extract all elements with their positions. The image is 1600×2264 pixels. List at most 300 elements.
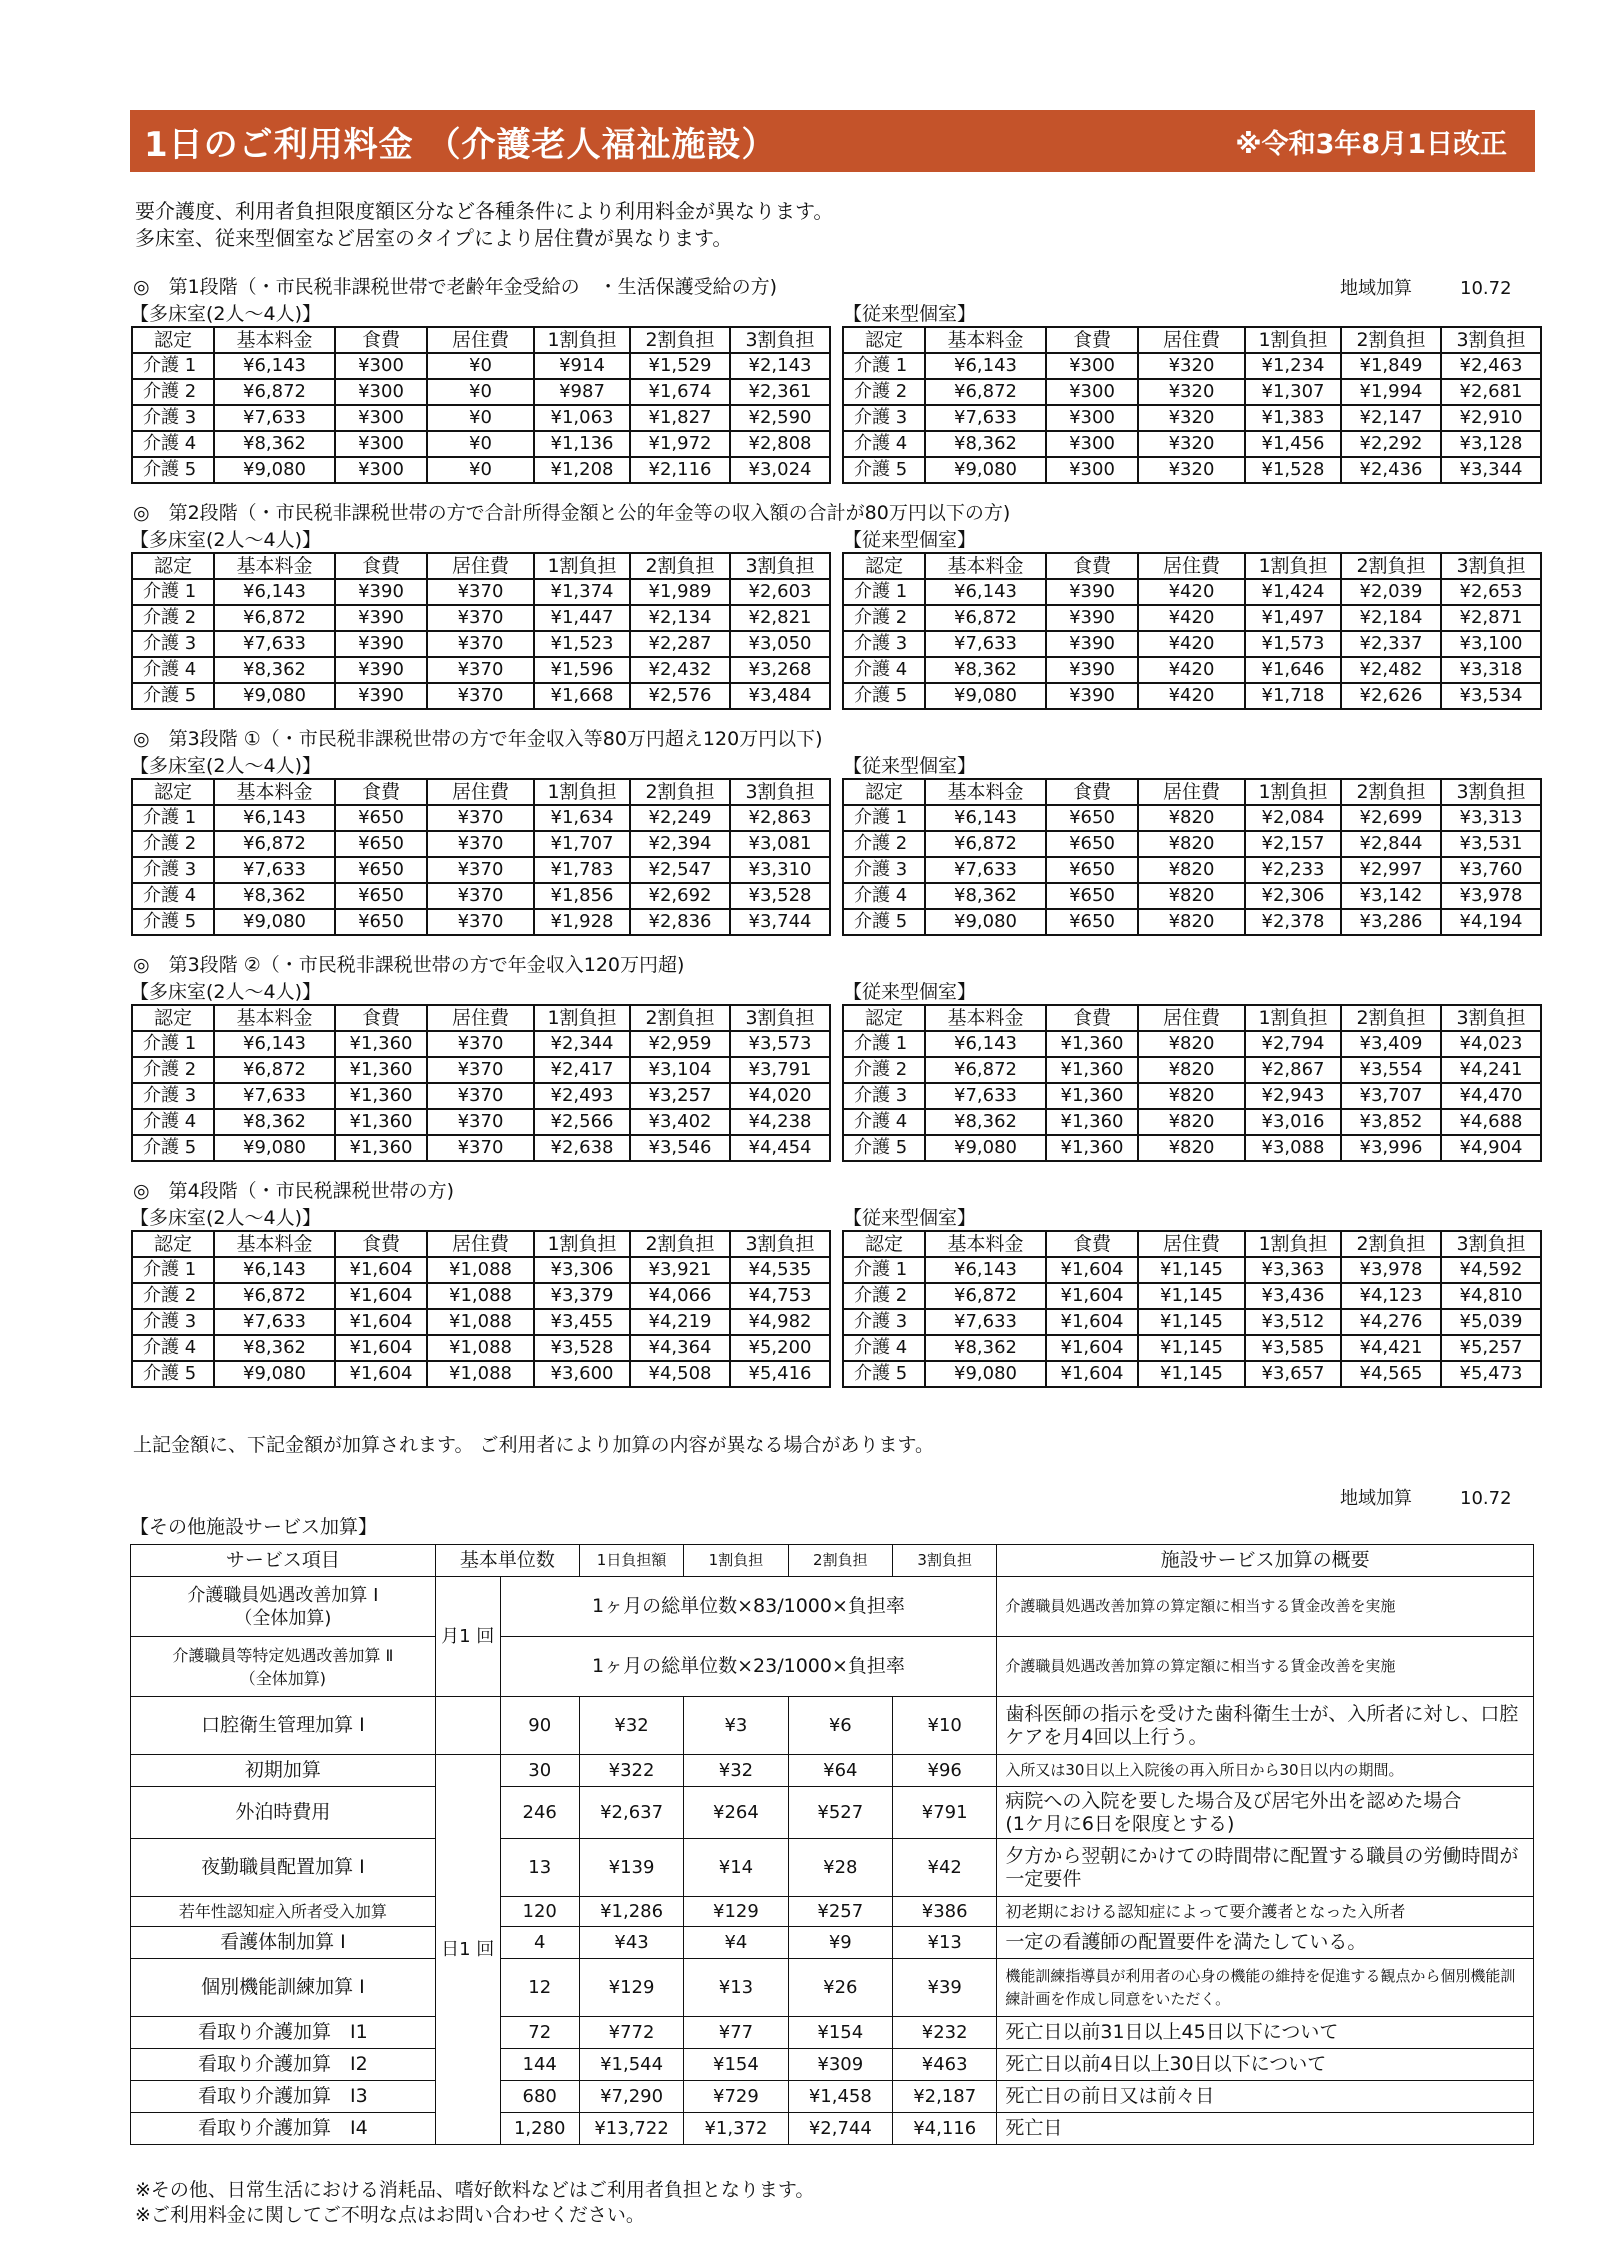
fee-cell: ¥1,360 <box>1046 1083 1138 1109</box>
fee-cell: ¥2,794 <box>1245 1031 1341 1057</box>
fee-cell: ¥9,080 <box>925 683 1046 709</box>
fee-cell: ¥3,531 <box>1441 831 1541 857</box>
fee-cell: ¥2,482 <box>1341 657 1441 683</box>
fee-cell: ¥1,497 <box>1245 605 1341 631</box>
care-level-cell: 介護 1 <box>843 1257 925 1283</box>
rate-header-cell: 3割負担 <box>730 327 830 353</box>
charge-r3: ¥791 <box>893 1787 997 1839</box>
fee-cell: ¥2,547 <box>630 857 730 883</box>
fee-cell: ¥4,219 <box>630 1309 730 1335</box>
rate-header-cell: 1割負担 <box>1245 1005 1341 1031</box>
table-row <box>132 1083 830 1109</box>
rate-header-cell: 基本料金 <box>214 779 335 805</box>
care-level-cell: 介護 2 <box>132 605 214 631</box>
fee-cell: ¥4,470 <box>1441 1083 1541 1109</box>
fee-cell: ¥8,362 <box>214 431 335 457</box>
care-level-cell: 介護 5 <box>132 1135 214 1161</box>
fee-cell: ¥8,362 <box>925 883 1046 909</box>
table-row <box>843 1309 1541 1335</box>
fee-cell: ¥650 <box>335 883 427 909</box>
fee-cell: ¥9,080 <box>925 457 1046 483</box>
fee-cell: ¥390 <box>1046 631 1138 657</box>
fee-cell: ¥2,692 <box>630 883 730 909</box>
charge-day: ¥772 <box>579 2017 683 2049</box>
rate-header-cell: 1割負担 <box>1245 779 1341 805</box>
service-row <box>131 2049 1534 2081</box>
header-overview: 施設サービス加算の概要 <box>997 1545 1534 1577</box>
rate-header-row <box>843 1231 1541 1257</box>
fee-cell: ¥2,143 <box>730 353 830 379</box>
care-level-cell: 介護 3 <box>843 1083 925 1109</box>
rate-header-cell: 2割負担 <box>630 553 730 579</box>
fee-cell: ¥1,383 <box>1245 405 1341 431</box>
fee-cell: ¥370 <box>427 1109 534 1135</box>
fee-cell: ¥1,573 <box>1245 631 1341 657</box>
fee-cell: ¥1,529 <box>630 353 730 379</box>
area-rate-value: 10.72 <box>1460 278 1512 299</box>
fee-cell: ¥2,233 <box>1245 857 1341 883</box>
header-service-item: サービス項目 <box>131 1545 436 1577</box>
rate-header-cell: 居住費 <box>1138 1005 1245 1031</box>
fee-cell: ¥3,573 <box>730 1031 830 1057</box>
fee-cell: ¥3,318 <box>1441 657 1541 683</box>
service-overview: 入所又は30日以上入院後の再入所日から30日以内の期間。 <box>997 1755 1534 1787</box>
rate-table-multi <box>131 1004 831 1162</box>
fee-cell: ¥1,596 <box>534 657 630 683</box>
care-level-cell: 介護 4 <box>843 657 925 683</box>
fee-cell: ¥1,088 <box>427 1335 534 1361</box>
rate-header-cell: 2割負担 <box>630 1005 730 1031</box>
fee-cell: ¥3,996 <box>1341 1135 1441 1161</box>
rate-header-cell: 食費 <box>335 1231 427 1257</box>
fee-cell: ¥1,234 <box>1245 353 1341 379</box>
charge-units: 246 <box>500 1787 579 1839</box>
frequency-daily-blank <box>435 1697 500 1755</box>
fee-cell: ¥6,872 <box>925 1283 1046 1309</box>
care-level-cell: 介護 2 <box>843 379 925 405</box>
fee-cell: ¥5,416 <box>730 1361 830 1387</box>
fee-cell: ¥3,344 <box>1441 457 1541 483</box>
rate-header-cell: 食費 <box>1046 327 1138 353</box>
fee-cell: ¥2,306 <box>1245 883 1341 909</box>
table-row <box>132 657 830 683</box>
fee-cell: ¥370 <box>427 1031 534 1057</box>
fee-cell: ¥650 <box>1046 831 1138 857</box>
fee-cell: ¥3,707 <box>1341 1083 1441 1109</box>
fee-cell: ¥370 <box>427 857 534 883</box>
fee-cell: ¥2,493 <box>534 1083 630 1109</box>
rate-table-private <box>842 1004 1542 1162</box>
charge-day: ¥13,722 <box>579 2113 683 2145</box>
charge-r2: ¥28 <box>788 1839 892 1897</box>
care-level-cell: 介護 2 <box>843 1283 925 1309</box>
fee-cell: ¥300 <box>335 353 427 379</box>
fee-cell: ¥4,592 <box>1441 1257 1541 1283</box>
care-level-cell: 介護 3 <box>843 631 925 657</box>
fee-cell: ¥3,852 <box>1341 1109 1441 1135</box>
fee-cell: ¥6,143 <box>925 1031 1046 1057</box>
fee-cell: ¥820 <box>1138 883 1245 909</box>
table-row <box>132 1057 830 1083</box>
fee-cell: ¥4,565 <box>1341 1361 1441 1387</box>
fee-cell: ¥6,143 <box>214 805 335 831</box>
rate-header-cell: 基本料金 <box>214 1005 335 1031</box>
service-row <box>131 1959 1534 2017</box>
fee-cell: ¥6,872 <box>214 1283 335 1309</box>
charge-r2: ¥64 <box>788 1755 892 1787</box>
fee-cell: ¥300 <box>1046 353 1138 379</box>
charge-r3: ¥10 <box>893 1697 997 1755</box>
table-row <box>132 1335 830 1361</box>
fee-cell: ¥650 <box>335 909 427 935</box>
fee-cell: ¥4,688 <box>1441 1109 1541 1135</box>
fee-cell: ¥1,088 <box>427 1257 534 1283</box>
charge-day: ¥43 <box>579 1927 683 1959</box>
fee-cell: ¥320 <box>1138 353 1245 379</box>
fee-cell: ¥390 <box>335 657 427 683</box>
fee-cell: ¥6,872 <box>214 1057 335 1083</box>
care-level-cell: 介護 3 <box>843 1309 925 1335</box>
fee-cell: ¥390 <box>335 579 427 605</box>
fee-cell: ¥320 <box>1138 405 1245 431</box>
fee-cell: ¥1,994 <box>1341 379 1441 405</box>
fee-cell: ¥1,668 <box>534 683 630 709</box>
charge-r3: ¥39 <box>893 1959 997 2017</box>
charge-day: ¥1,544 <box>579 2049 683 2081</box>
fee-cell: ¥3,313 <box>1441 805 1541 831</box>
room-type-private: 【従来型個室】 <box>843 1207 977 1229</box>
fee-cell: ¥1,307 <box>1245 379 1341 405</box>
fee-cell: ¥1,849 <box>1341 353 1441 379</box>
footnotes <box>135 2178 814 2228</box>
fee-cell: ¥3,512 <box>1245 1309 1341 1335</box>
care-level-cell: 介護 1 <box>132 1257 214 1283</box>
fee-cell: ¥650 <box>1046 909 1138 935</box>
fee-cell: ¥3,100 <box>1441 631 1541 657</box>
care-level-cell: 介護 5 <box>132 909 214 935</box>
care-level-cell: 介護 2 <box>843 831 925 857</box>
table-row <box>132 457 830 483</box>
charge-r2: ¥257 <box>788 1897 892 1927</box>
rate-header-cell: 基本料金 <box>925 779 1046 805</box>
fee-cell: ¥3,050 <box>730 631 830 657</box>
service-name <box>131 1637 436 1697</box>
charge-r2: ¥2,744 <box>788 2113 892 2145</box>
table-row <box>843 657 1541 683</box>
fee-cell: ¥3,657 <box>1245 1361 1341 1387</box>
fee-cell: ¥3,286 <box>1341 909 1441 935</box>
fee-cell: ¥2,959 <box>630 1031 730 1057</box>
fee-cell: ¥1,989 <box>630 579 730 605</box>
charge-r1: ¥4 <box>684 1927 788 1959</box>
fee-cell: ¥7,633 <box>925 1309 1046 1335</box>
fee-cell: ¥1,456 <box>1245 431 1341 457</box>
service-row <box>131 1577 1534 1637</box>
care-level-cell: 介護 1 <box>132 353 214 379</box>
rate-header-cell: 認定 <box>132 1231 214 1257</box>
charge-r1: ¥13 <box>684 1959 788 2017</box>
service-row <box>131 2113 1534 2145</box>
care-level-cell: 介護 1 <box>843 1031 925 1057</box>
fee-cell: ¥820 <box>1138 1057 1245 1083</box>
rate-header-cell: 認定 <box>843 1231 925 1257</box>
fee-cell: ¥0 <box>427 405 534 431</box>
table-row <box>132 1309 830 1335</box>
rate-header-cell: 食費 <box>1046 1231 1138 1257</box>
fee-cell: ¥1,424 <box>1245 579 1341 605</box>
table-row <box>843 1083 1541 1109</box>
fee-cell: ¥650 <box>335 831 427 857</box>
charge-units: 4 <box>500 1927 579 1959</box>
fee-cell: ¥1,604 <box>1046 1257 1138 1283</box>
fee-cell: ¥9,080 <box>925 1135 1046 1161</box>
fee-cell: ¥1,604 <box>1046 1335 1138 1361</box>
fee-cell: ¥1,646 <box>1245 657 1341 683</box>
fee-cell: ¥2,943 <box>1245 1083 1341 1109</box>
fee-cell: ¥1,360 <box>335 1109 427 1135</box>
table-row <box>843 605 1541 631</box>
charge-units: 1,280 <box>500 2113 579 2145</box>
rate-header-row <box>843 327 1541 353</box>
fee-cell: ¥2,147 <box>1341 405 1441 431</box>
monthly-formula: 1ヶ月の総単位数×23/1000×負担率 <box>500 1637 997 1697</box>
fee-cell: ¥3,363 <box>1245 1257 1341 1283</box>
fee-cell: ¥4,535 <box>730 1257 830 1283</box>
fee-cell: ¥1,360 <box>1046 1109 1138 1135</box>
charge-r2: ¥309 <box>788 2049 892 2081</box>
fee-cell: ¥5,200 <box>730 1335 830 1361</box>
table-row <box>843 579 1541 605</box>
fee-cell: ¥6,143 <box>214 353 335 379</box>
fee-cell: ¥3,534 <box>1441 683 1541 709</box>
fee-cell: ¥3,310 <box>730 857 830 883</box>
table-row <box>843 457 1541 483</box>
rate-header-cell: 認定 <box>132 553 214 579</box>
rate-table-private <box>842 552 1542 710</box>
charge-day: ¥1,286 <box>579 1897 683 1927</box>
fee-cell: ¥2,863 <box>730 805 830 831</box>
fee-cell: ¥1,528 <box>1245 457 1341 483</box>
fee-cell: ¥2,432 <box>630 657 730 683</box>
service-name-line: （全体加算) <box>239 1668 327 1688</box>
care-level-cell: 介護 5 <box>843 683 925 709</box>
rate-header-cell: 3割負担 <box>1441 327 1541 353</box>
fee-cell: ¥1,145 <box>1138 1257 1245 1283</box>
fee-cell: ¥8,362 <box>925 657 1046 683</box>
fee-cell: ¥9,080 <box>214 683 335 709</box>
fee-cell: ¥3,088 <box>1245 1135 1341 1161</box>
care-level-cell: 介護 2 <box>843 605 925 631</box>
fee-cell: ¥370 <box>427 657 534 683</box>
fee-cell: ¥3,744 <box>730 909 830 935</box>
fee-cell: ¥6,872 <box>214 605 335 631</box>
fee-cell: ¥2,590 <box>730 405 830 431</box>
intro-line: 多床室、従来型個室など居室のタイプにより居住費が異なります。 <box>135 226 733 250</box>
care-level-cell: 介護 2 <box>132 1283 214 1309</box>
fee-cell: ¥6,143 <box>925 579 1046 605</box>
fee-cell: ¥4,238 <box>730 1109 830 1135</box>
rate-header-cell: 基本料金 <box>214 327 335 353</box>
intro-text <box>135 198 833 252</box>
fee-cell: ¥1,928 <box>534 909 630 935</box>
charge-r3: ¥463 <box>893 2049 997 2081</box>
fee-cell: ¥1,360 <box>335 1135 427 1161</box>
fee-cell: ¥370 <box>427 805 534 831</box>
rate-header-cell: 食費 <box>1046 1005 1138 1031</box>
charge-r2: ¥527 <box>788 1787 892 1839</box>
rate-header-cell: 1割負担 <box>534 327 630 353</box>
room-type-multi: 【多床室(2人～4人)】 <box>130 529 322 551</box>
fee-cell: ¥3,081 <box>730 831 830 857</box>
charge-units: 12 <box>500 1959 579 2017</box>
care-level-cell: 介護 1 <box>843 579 925 605</box>
fee-cell: ¥2,681 <box>1441 379 1541 405</box>
fee-cell: ¥1,136 <box>534 431 630 457</box>
frequency-monthly: 月1 回 <box>435 1577 500 1697</box>
room-type-multi: 【多床室(2人～4人)】 <box>130 1207 322 1229</box>
service-overview: 一定の看護師の配置要件を満たしている。 <box>997 1927 1534 1959</box>
fee-cell: ¥300 <box>335 457 427 483</box>
fee-cell: ¥6,143 <box>214 1257 335 1283</box>
fee-cell: ¥820 <box>1138 1109 1245 1135</box>
fee-cell: ¥3,379 <box>534 1283 630 1309</box>
fee-cell: ¥9,080 <box>214 1361 335 1387</box>
care-level-cell: 介護 1 <box>843 353 925 379</box>
table-row <box>843 1109 1541 1135</box>
charge-r2: ¥1,458 <box>788 2081 892 2113</box>
fee-cell: ¥820 <box>1138 1083 1245 1109</box>
care-level-cell: 介護 3 <box>132 1309 214 1335</box>
table-row <box>843 1257 1541 1283</box>
rate-header-cell: 基本料金 <box>925 1231 1046 1257</box>
care-level-cell: 介護 5 <box>843 909 925 935</box>
service-row <box>131 2017 1534 2049</box>
fee-cell: ¥3,921 <box>630 1257 730 1283</box>
service-overview: 死亡日 <box>997 2113 1534 2145</box>
fee-cell: ¥390 <box>335 631 427 657</box>
fee-cell: ¥2,417 <box>534 1057 630 1083</box>
care-level-cell: 介護 3 <box>843 857 925 883</box>
fee-cell: ¥2,566 <box>534 1109 630 1135</box>
rate-table-multi <box>131 1230 831 1388</box>
table-row <box>132 857 830 883</box>
fee-cell: ¥987 <box>534 379 630 405</box>
care-level-cell: 介護 4 <box>132 657 214 683</box>
fee-cell: ¥4,421 <box>1341 1335 1441 1361</box>
care-level-cell: 介護 4 <box>843 431 925 457</box>
fee-cell: ¥3,024 <box>730 457 830 483</box>
care-level-cell: 介護 5 <box>132 457 214 483</box>
table-row <box>843 909 1541 935</box>
fee-cell: ¥370 <box>427 1135 534 1161</box>
rate-header-cell: 3割負担 <box>730 1231 830 1257</box>
care-level-cell: 介護 2 <box>132 379 214 405</box>
fee-cell: ¥4,364 <box>630 1335 730 1361</box>
fee-cell: ¥370 <box>427 579 534 605</box>
fee-cell: ¥6,143 <box>214 1031 335 1057</box>
table-row <box>132 1109 830 1135</box>
table-row <box>843 1057 1541 1083</box>
fee-cell: ¥9,080 <box>925 1361 1046 1387</box>
fee-cell: ¥6,143 <box>925 805 1046 831</box>
rate-header-cell: 認定 <box>843 1005 925 1031</box>
service-row <box>131 1787 1534 1839</box>
fee-cell: ¥370 <box>427 831 534 857</box>
charge-r2: ¥6 <box>788 1697 892 1755</box>
table-row <box>132 379 830 405</box>
rate-header-cell: 1割負担 <box>534 779 630 805</box>
fee-cell: ¥1,145 <box>1138 1283 1245 1309</box>
service-row <box>131 1637 1534 1697</box>
fee-cell: ¥2,337 <box>1341 631 1441 657</box>
service-row <box>131 2081 1534 2113</box>
table-row <box>132 605 830 631</box>
service-name: 看護体制加算 Ⅰ <box>131 1927 436 1959</box>
fee-cell: ¥3,128 <box>1441 431 1541 457</box>
fee-cell: ¥820 <box>1138 909 1245 935</box>
fee-cell: ¥320 <box>1138 431 1245 457</box>
header-charge: 1割負担 <box>684 1545 788 1577</box>
revision-date: ※令和3年8月1日改正 <box>1235 128 1507 160</box>
rate-header-row <box>843 1005 1541 1031</box>
fee-cell: ¥3,585 <box>1245 1335 1341 1361</box>
charge-r3: ¥386 <box>893 1897 997 1927</box>
fee-cell: ¥2,378 <box>1245 909 1341 935</box>
table-row <box>843 353 1541 379</box>
fee-cell: ¥370 <box>427 1083 534 1109</box>
fee-cell: ¥6,143 <box>214 579 335 605</box>
area-rate-services <box>1340 1484 1512 1510</box>
table-row <box>843 831 1541 857</box>
fee-cell: ¥1,145 <box>1138 1335 1245 1361</box>
fee-cell: ¥390 <box>335 605 427 631</box>
fee-cell: ¥3,600 <box>534 1361 630 1387</box>
fee-cell: ¥1,374 <box>534 579 630 605</box>
tier-title: ◎ 第1段階（・市民税非課税世帯で老齢年金受給の ・生活保護受給の方) <box>133 276 778 298</box>
charge-units: 30 <box>500 1755 579 1787</box>
fee-cell: ¥6,872 <box>925 379 1046 405</box>
table-row <box>132 1361 830 1387</box>
room-type-private: 【従来型個室】 <box>843 529 977 551</box>
service-name-line: 介護職員等特定処遇改善加算 Ⅱ <box>172 1645 394 1665</box>
care-level-cell: 介護 2 <box>843 1057 925 1083</box>
fee-cell: ¥2,463 <box>1441 353 1541 379</box>
charge-day: ¥129 <box>579 1959 683 2017</box>
area-rate <box>1340 274 1512 300</box>
fee-cell: ¥4,020 <box>730 1083 830 1109</box>
rate-header-cell: 認定 <box>132 1005 214 1031</box>
service-overview: 歯科医師の指示を受けた歯科衛生士が、入所者に対し、口腔ケアを月4回以上行う。 <box>997 1697 1534 1755</box>
fee-cell: ¥2,436 <box>1341 457 1441 483</box>
fee-cell: ¥0 <box>427 431 534 457</box>
rate-header-cell: 居住費 <box>1138 779 1245 805</box>
fee-cell: ¥420 <box>1138 657 1245 683</box>
room-type-private: 【従来型個室】 <box>843 303 977 325</box>
service-name: 個別機能訓練加算 Ⅰ <box>131 1959 436 2017</box>
rate-table-multi <box>131 552 831 710</box>
fee-cell: ¥3,306 <box>534 1257 630 1283</box>
fee-cell: ¥1,145 <box>1138 1309 1245 1335</box>
fee-cell: ¥7,633 <box>214 857 335 883</box>
table-row <box>132 1031 830 1057</box>
fee-cell: ¥1,707 <box>534 831 630 857</box>
table-row <box>843 683 1541 709</box>
intro-line: 要介護度、利用者負担限度額区分など各種条件により利用料金が異なります。 <box>135 199 834 223</box>
service-row <box>131 1927 1534 1959</box>
rate-header-cell: 3割負担 <box>1441 553 1541 579</box>
table-row <box>132 353 830 379</box>
fee-cell: ¥300 <box>335 379 427 405</box>
